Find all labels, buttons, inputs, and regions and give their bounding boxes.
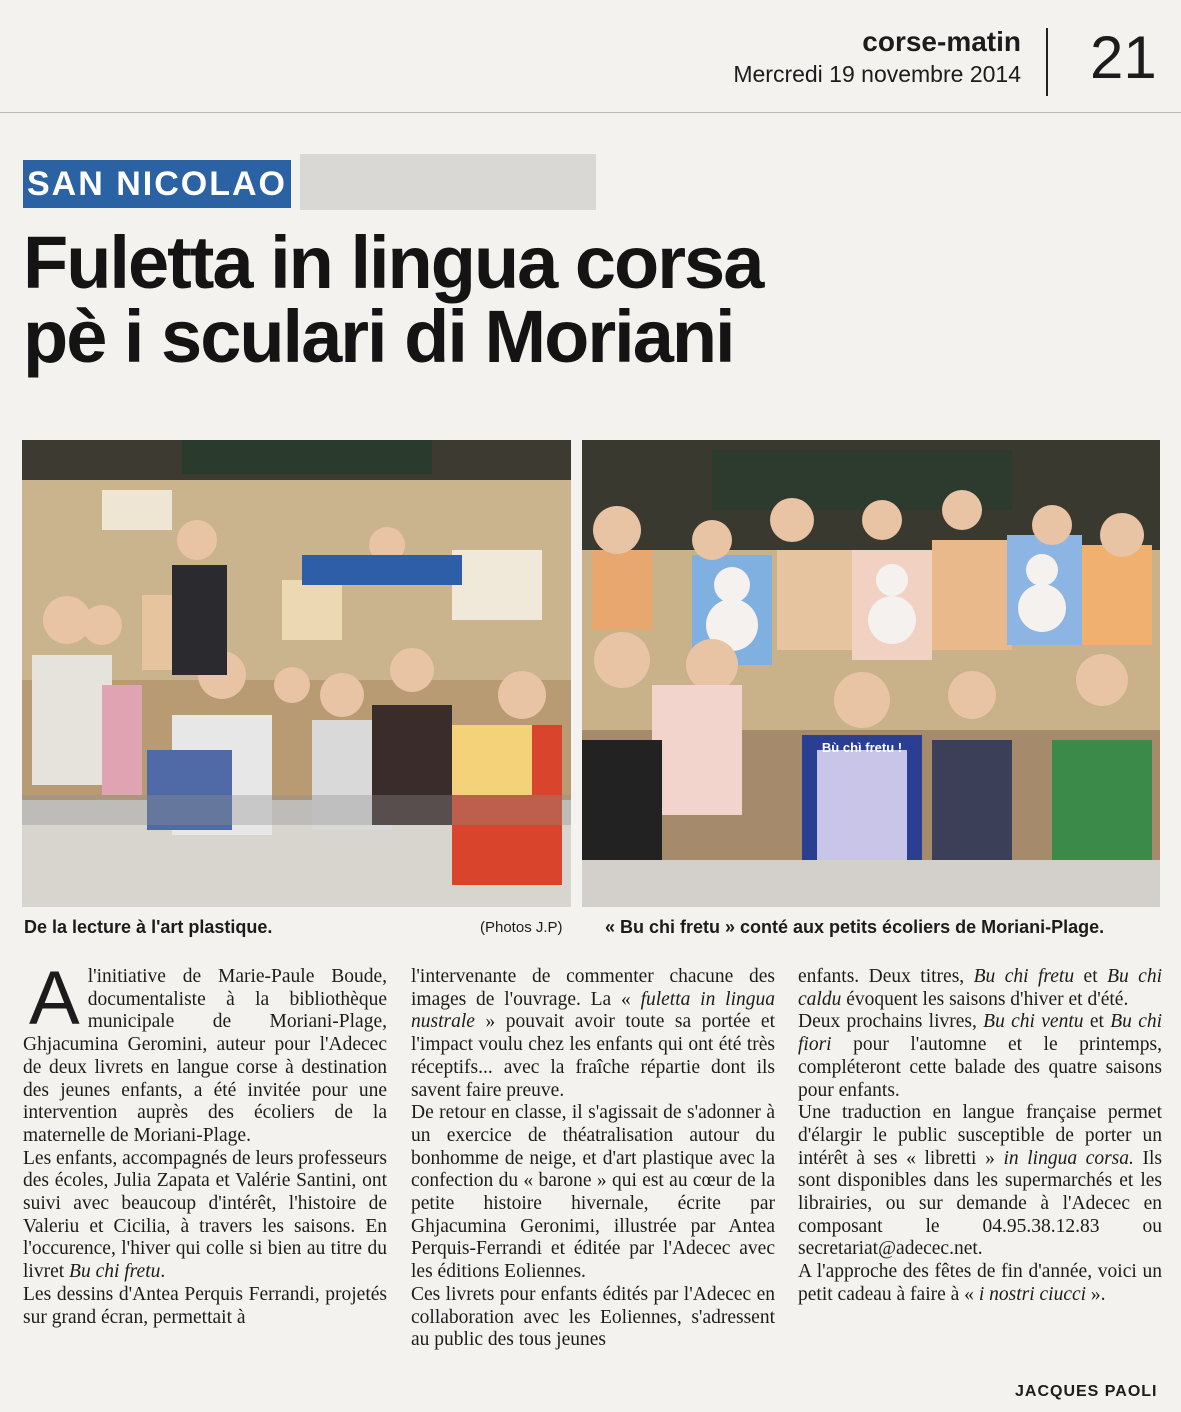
article-paragraph: Ces livrets pour enfants édités par l'Adecec en collaboration avec les Eoliennes, s'adressent au public des tous jeunes (411, 1283, 775, 1351)
masthead-divider (1046, 28, 1048, 96)
paragraph-text: pour l'automne et le printemps, compléteront cette balade des quatre saisons pour enfants. (798, 1034, 1162, 1101)
masthead (0, 0, 1181, 118)
quote-italic: i nostri ciucci (978, 1283, 1087, 1305)
article-column-2 (411, 966, 775, 1352)
article-column-1 (23, 956, 387, 1329)
book-title: Bù chì fretu ! (821, 740, 903, 755)
bleed-through-heading (745, 140, 1165, 190)
article-paragraph (798, 1261, 1162, 1306)
paragraph-text: évoquent les saisons d'hiver et d'été. (841, 988, 1129, 1010)
photo-caption-right: « Bu chi fretu » conté aux petits écoliers de Moriani-Plage. (605, 917, 1105, 937)
paragraph-text: et (1083, 1011, 1111, 1033)
headline (23, 221, 903, 378)
photo-left (22, 440, 571, 907)
paragraph-text: et (1074, 966, 1108, 987)
newspaper-name: corse-matin (862, 26, 1021, 57)
article-paragraph: De retour en classe, il s'agissait de s'adonner à un exercice de théatralisation autour du bonhomme de neige, et d'art plastique avec la confection du « barone » qui est au cœur de la petite histoire hivernale, écrite par Ghjacumina Geronimi, illustrée par Antea Perquis-Ferrandi et éditée par l'Adecec avec les éditions Eoliennes. (411, 1102, 775, 1283)
book-title-italic: Bu chi caldu (798, 966, 1163, 1010)
paragraph-text: enfants. Deux titres, (798, 966, 974, 987)
bleed-through-banner (300, 154, 596, 210)
paragraph-text: A l'approche des fêtes de fin d'année, voici un petit cadeau à faire à « (798, 1261, 1162, 1305)
paragraph-text: . (160, 1261, 166, 1283)
paragraph-text: » pouvait avoir toute sa portée et l'impact voulu chez les enfants qui ont été très réceptifs... avec la fraîche répartie dont ils savent faire preuve. (411, 1011, 775, 1101)
article-paragraph (798, 966, 1162, 1011)
quote-italic: fuletta in lingua nustrale (411, 988, 775, 1033)
photo-right (582, 440, 1160, 907)
article-paragraph (23, 956, 387, 1148)
paragraph-text: Une traduction en langue française permet d'élargir le public susceptible de porter un intérêt à ses « libretti » (798, 1102, 1162, 1169)
masthead-paper (733, 26, 1021, 88)
paragraph-text: l'intervenante de commenter chacune des images de l'ouvrage. La « (411, 966, 775, 1010)
photo-credit: (Photos J.P) (480, 919, 563, 936)
masthead-rule (0, 112, 1181, 113)
classroom-photo-right (582, 440, 1160, 907)
paragraph-text: Deux prochains livres, (798, 1011, 984, 1033)
headline-line-1: Fuletta in lingua corsa (23, 221, 763, 304)
article-paragraph (798, 1102, 1162, 1261)
article-paragraph: Les dessins d'Antea Perquis Ferrandi, projetés sur grand écran, permettait à (23, 1283, 387, 1328)
article-column-3 (798, 966, 1162, 1307)
paragraph-text: l'initiative de Marie-Paule Boude, documentaliste à la bibliothèque municipale de Moriani-Plage, Ghjacumina Geromini, auteur pour l'Adecec de deux livrets en langue corse à destination des jeunes enfants, a été invitée pour une intervention auprès des écoliers de la maternelle de Moriani-Plage. (23, 966, 387, 1146)
headline-line-2: pè i sculari di Moriani (23, 295, 734, 378)
drop-cap: A (29, 956, 80, 1041)
book-title-italic: Bu chi fretu (973, 966, 1075, 987)
article-paragraph (798, 1011, 1162, 1102)
classroom-photo-left (22, 440, 571, 907)
book-title-italic: Bu chi fretu (69, 1261, 161, 1283)
issue-date: Mercredi 19 novembre 2014 (733, 61, 1021, 87)
book-title-italic: Bu chi fiori (798, 1011, 1163, 1056)
paragraph-text: Ils sont disponibles dans les supermarchés et les librairies, ou sur demande à l'Adecec en composant le 04.95.38.12.83 ou secretariat@adecec.net. (798, 1147, 1162, 1260)
paragraph-text: ». (1086, 1283, 1106, 1305)
photo-caption-left: De la lecture à l'art plastique. (24, 917, 273, 937)
article-paragraph (411, 966, 775, 1102)
quote-italic: in lingua corsa. (1003, 1147, 1134, 1169)
page-number: 21 (1090, 24, 1157, 91)
section-rubric: SAN NICOLAO (23, 160, 291, 208)
book-title-italic: Bu chi ventu (983, 1011, 1084, 1033)
paragraph-text: Les enfants, accompagnés de leurs professeurs des écoles, Julia Zapata et Valérie Santini, ont suivi avec beaucoup d'intérêt, l'histoire de Valeriu et Cicilia, à travers les saisons. En l'occurence, l'hiver qui colle si bien au titre du livret (23, 1147, 387, 1283)
bleed-through-text (905, 255, 1165, 435)
article-paragraph (23, 1148, 387, 1284)
author-signature: JACQUES PAOLI (1015, 1383, 1158, 1400)
